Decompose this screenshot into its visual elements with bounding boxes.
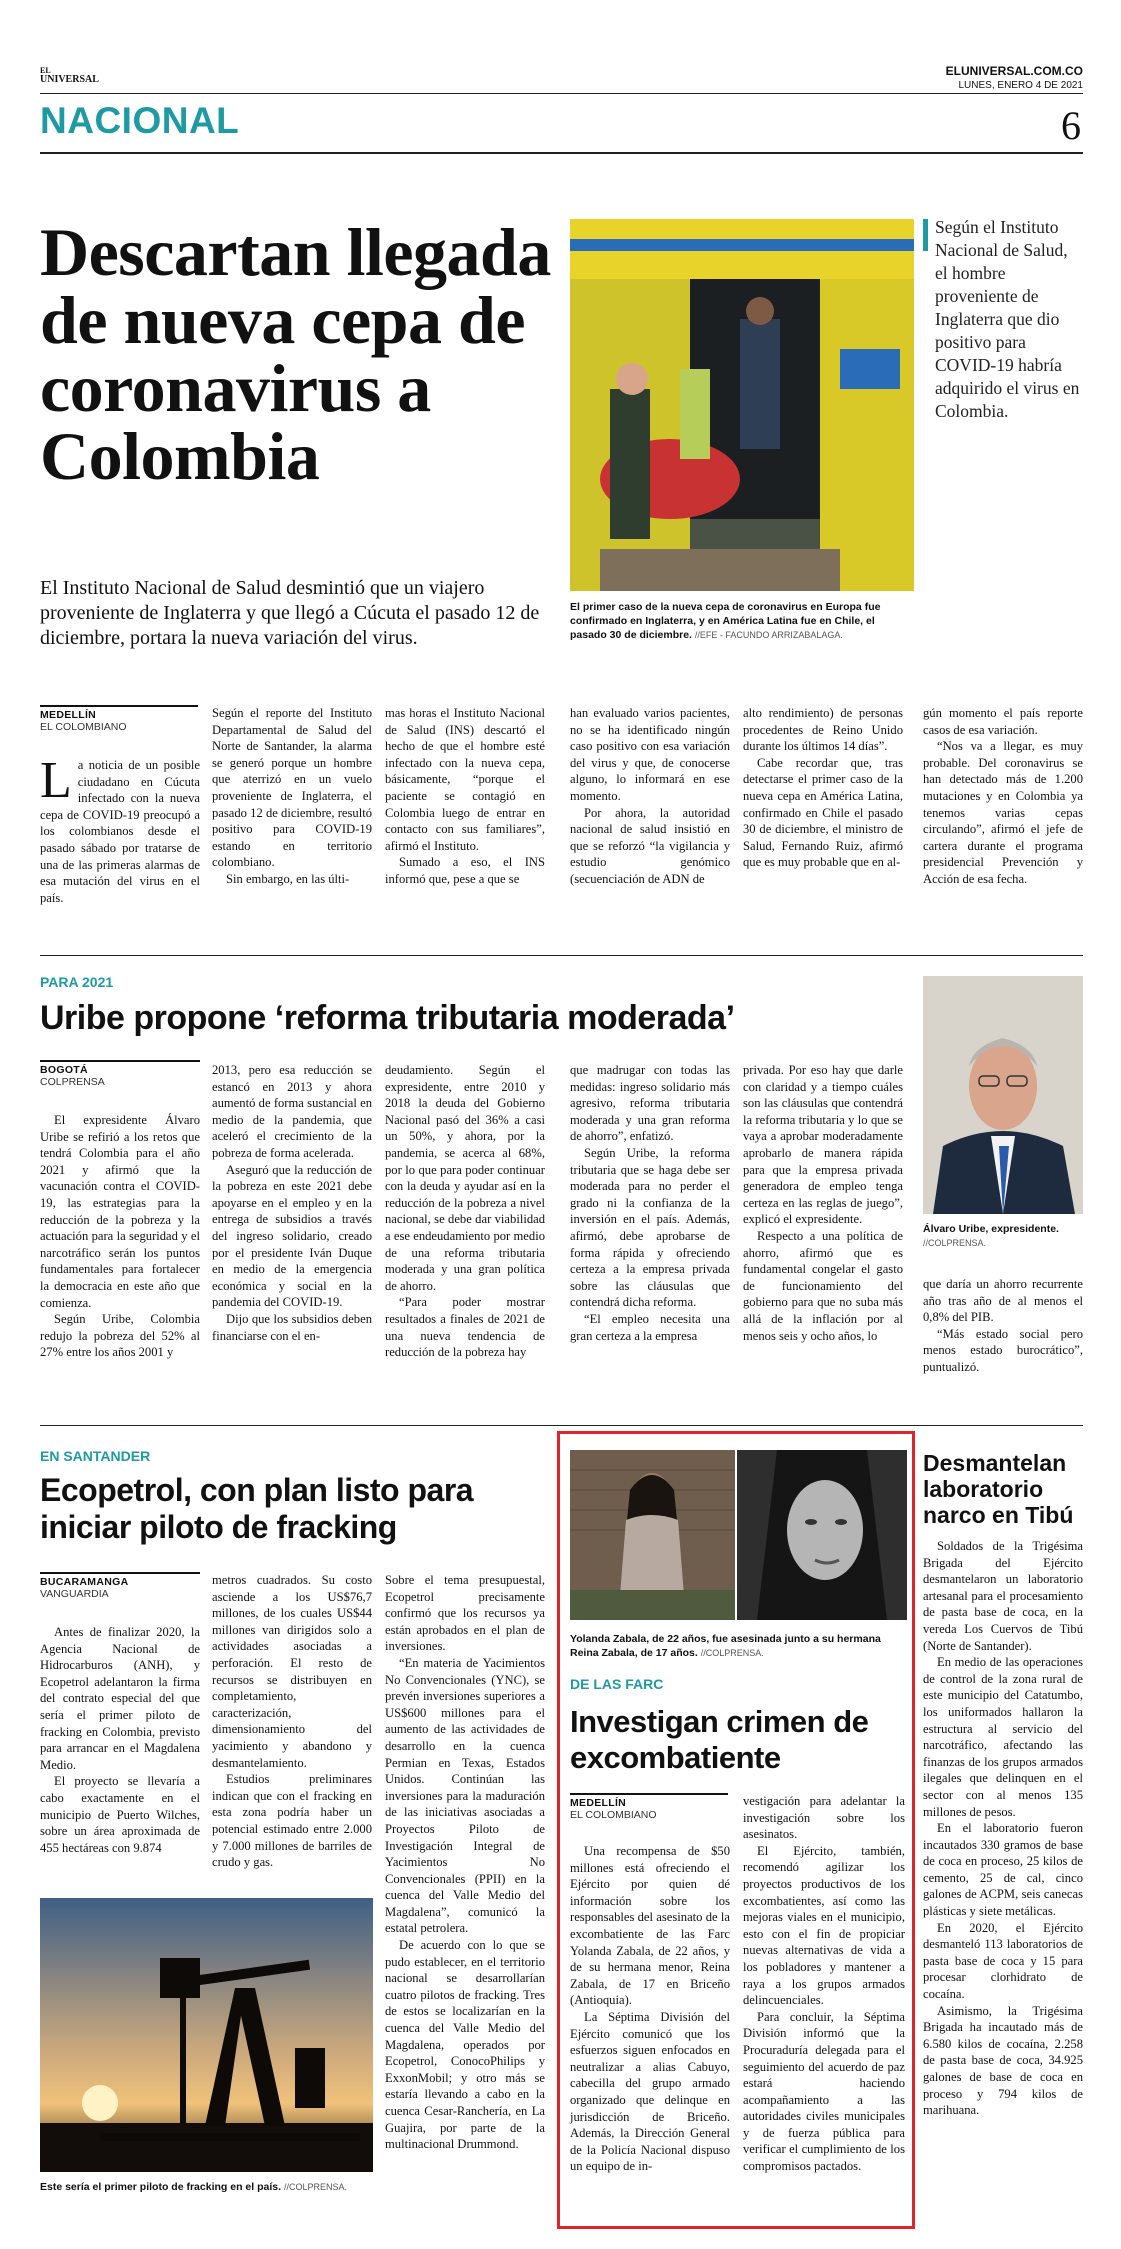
story2-paragraph: Respecto a una política de ahorro, afirmó que es fundamental congelar el gasto de funcionamiento del gobierno para que no suba más allá de la inflación por al menos seis y ocho años, lo <box>743 1228 903 1343</box>
story2-photo-caption <box>923 1222 1083 1250</box>
story1-column-6 <box>923 705 1083 888</box>
story4-photo-right <box>737 1450 907 1620</box>
page-number: 6 <box>1061 103 1081 148</box>
woman-photo-illustration <box>570 1450 735 1620</box>
logo-line1: EL <box>40 66 51 75</box>
story1-deck: El Instituto Nacional de Salud desmintió que un viajero proveniente de Inglaterra y que llegó a Cúcuta el pasado 12 de diciembre, portara la nueva variación del virus. <box>40 577 540 649</box>
story1-paragraph: han evaluado varios pacientes, no se ha identificado ningún caso positivo con esa variación del virus y que, de conocerse alguno, lo informará en ese momento. <box>570 706 730 803</box>
story2-paragraph: que madrugar con todas las medidas: ingreso solidario más agresivo, reforma tributaria moderada y una gran reforma de ahorro”, enfatizó. <box>570 1063 730 1144</box>
story3-column-1 <box>40 1624 200 1856</box>
story2-paragraph: Dijo que los subsidios deben financiarse con el en- <box>212 1311 372 1343</box>
story1-bottom-rule <box>40 955 1083 956</box>
story3-headline: Ecopetrol, con plan listo para iniciar piloto de fracking <box>40 1472 474 1545</box>
story2-byline-place: BOGOTÁ <box>40 1064 88 1076</box>
story5-headline: Desmantelan laboratorio narco en Tibú <box>923 1450 1074 1528</box>
story3-paragraph: “En materia de Yacimientos No Convencionales (YNC), se prevén inversiones superiores a US$600 millones para el aumento de las actividades de desarrollo en la cuenca Permian en Texas, Estados Unidos. Continúan las inversiones para la maduración de las iniciativas asociadas a Proyectos Piloto de Investigación Integral de Yacimientos No Convencionales (PPII) en la cuenca del Valle Medio del Magdalena”, comunicó la estatal petrolera. <box>385 1655 545 1936</box>
story2-paragraph: 2013, pero esa reducción se estancó en 2013 y ahora aumentó de forma sustancial en medio de la pandemia, que aceleró el crecimiento de la pobreza de forma acelerada. <box>212 1063 372 1160</box>
story4-paragraph: Para concluir, la Séptima División informó que la Procuraduría delegada para el seguimiento del acuerdo de paz estará haciendo acompañamiento a las autoridades civiles municipales y de fuerza pública para verificar el cumplimiento de los compromisos pactados. <box>743 2009 905 2174</box>
story1-paragraph: alto rendimiento) de personas procedentes de Reino Unido durante los últimos 14 días”. <box>743 706 903 754</box>
story4-caption-credit: //COLPRENSA. <box>700 1648 764 1658</box>
story1-caption-text: El primer caso de la nueva cepa de coronavirus en Europa fue confirmado en Inglaterra, y en América Latina fue en Chile, el pasado 30 de diciembre. <box>570 601 881 641</box>
story2-paragraph: que daría un ahorro recurrente año tras año de al menos el 0,8% del PIB. <box>923 1277 1083 1325</box>
story2-bottom-rule <box>40 1425 1083 1426</box>
story1-column-4 <box>570 705 730 888</box>
story4-byline <box>570 1793 728 1821</box>
story3-caption-credit: //COLPRENSA. <box>283 2182 347 2192</box>
story1-caption-credit: //EFE - FACUNDO ARRIZABALAGA. <box>694 630 843 640</box>
story1-photo <box>570 219 914 591</box>
story4-headline: Investigan crimen de excombatiente <box>570 1704 869 1775</box>
story4-paragraph: La Séptima División del Ejército comunicó que los esfuerzos siguen enfocados en neutralizar a alias Cabuyo, cabecilla del grupo armado organizado que delinque en jurisdicción de Briceño. Además, la Dirección General de la Policía Nacional dispuso un equipo de in- <box>570 2009 730 2174</box>
story2-byline <box>40 1060 200 1088</box>
story5-paragraph: En 2020, el Ejército desmanteló 113 laboratorios de pasta base de coca y 15 para procesar clorhidrato de cocaína. <box>923 1920 1083 2002</box>
story2-paragraph: Según Uribe, la reforma tributaria que se haga debe ser moderada para no perder el grado ni la confianza de la inversión en el país. Además, afirmó, debe aprobarse de forma rápida y ofreciendo certeza a la empresa privada sobre las cláusulas que contendrá dicha reforma. <box>570 1145 730 1310</box>
story1-byline-source: EL COLOMBIANO <box>40 721 127 733</box>
story2-headline: Uribe propone ‘reforma tributaria moderada’ <box>40 999 735 1037</box>
masthead-rule-bottom <box>40 152 1083 154</box>
story3-paragraph: El proyecto se llevaría a cabo exactamente en el municipio de Puerto Wilches, sobre un área aproximada de 455 hectáreas con 9.874 <box>40 1774 200 1855</box>
story3-column-3 <box>385 1572 545 2153</box>
story2-photo <box>923 976 1083 1214</box>
story3-byline-place: BUCARAMANGA <box>40 1576 129 1588</box>
story3-paragraph: Antes de finalizar 2020, la Agencia Nacional de Hidrocarburos (ANH), y Ecopetrol adelantaron la firma del contrato especial del que sería el primer piloto de fracking en Colombia, previsto para arrancar en el Magdalena Medio. <box>40 1625 200 1772</box>
story2-column-3 <box>385 1062 545 1361</box>
story1-byline-place: MEDELLÍN <box>40 709 97 721</box>
story1-col1-text: a noticia de un posible ciudadano en Cúcuta infectado con la nueva cepa de COVID-19 preocupó a los colombianos desde el pasado sábado por tratarse de una de las primeras alarmas de esa mutación del virus en el país. <box>40 758 200 905</box>
story2-byline-source: COLPRENSA <box>40 1076 105 1088</box>
story2-column-2 <box>212 1062 372 1344</box>
story1-paragraph: gún momento el país reporte casos de esa variación. <box>923 706 1083 737</box>
story3-paragraph: Estudios preliminares indican que con el fracking en esta zona podría haber un potencial estimado entre 2.000 y 7.000 millones de barriles de crudo y gas. <box>212 1772 372 1870</box>
newspaper-logo <box>40 66 99 84</box>
story1-column-1 <box>40 752 200 906</box>
story2-kicker: PARA 2021 <box>40 974 114 990</box>
story1-paragraph: Por ahora, la autoridad nacional de salud insistió en que se reforzó “la vigilancia y estudio genómico (secuenciación de ADN de <box>570 805 730 886</box>
story1-paragraph: Según el reporte del Instituto Departamental de Salud del Norte de Santander, la alarma se generó porque un hombre que aterrizó en un vuelo proveniente de Inglaterra, el pasado 12 de diciembre, resultó positivo para COVID-19 estando en territorio colombiano. <box>212 706 372 870</box>
story5-column <box>923 1538 1083 2119</box>
story2-paragraph: “El empleo necesita una gran certeza a la empresa <box>570 1311 730 1343</box>
oil-pump-illustration <box>40 1898 373 2172</box>
story1-column-2 <box>212 705 372 888</box>
story1-dropcap: L <box>40 752 72 809</box>
story5-paragraph: En medio de las operaciones de control de la zona rural de este municipio del Catatumbo, los uniformados hallaron la estructura al servicio del narcotráfico, afectando las finanzas de los grupos armados ilegales que delinquen en el sector con al menos 135 millones de pesos. <box>923 1655 1083 1819</box>
story3-kicker: EN SANTANDER <box>40 1448 151 1464</box>
story2-column-4 <box>570 1062 730 1344</box>
story1-pullquote-bar <box>923 219 928 251</box>
story2-paragraph: Aseguró que la reducción de la pobreza en este 2021 debe apoyarse en el empleo y en la entrega de subsidios a través del ingreso solidario, creado por el presidente Iván Duque en medio de la emergencia económica y social en la pandemia del COVID-19. <box>212 1162 372 1310</box>
story1-column-3 <box>385 705 545 888</box>
story2-column-1 <box>40 1112 200 1361</box>
story1-headline: Descartan llegada de nueva cepa de coronavirus a Colombia <box>40 214 551 494</box>
story1-pull-quote: Según el Instituto Nacional de Salud, el hombre proveniente de Inglaterra que dio positivo para COVID-19 habría adquirido el virus en Colombia. <box>935 217 1080 421</box>
ambulance-photo-illustration <box>570 219 914 591</box>
story1-paragraph: Sin embargo, en las últi- <box>226 871 350 886</box>
story3-byline <box>40 1572 200 1600</box>
site-url: ELUNIVERSAL.COM.CO <box>945 64 1083 78</box>
story2-paragraph: “Para poder mostrar resultados a finales de 2021 de una nueva tendencia de reducción de la pobreza hay <box>385 1295 545 1360</box>
masthead-rule-top <box>40 93 1083 94</box>
story3-byline-source: VANGUARDIA <box>40 1588 109 1600</box>
story2-paragraph: El expresidente Álvaro Uribe se refirió a los retos que tendrá Colombia para el año 2021 y afirmó que la vacunación contra el COVID-19, las estrategias para la reducción de la pobreza y la actuación para la seguridad y el narcotráfico serán los puntos fundamentales para fortalecer la democracia en este año que comienza. <box>40 1113 200 1310</box>
story4-photo-left <box>570 1450 735 1620</box>
story4-column-1 <box>570 1843 730 2175</box>
section-title: NACIONAL <box>40 100 240 141</box>
story2-paragraph: “Más estado social pero menos estado burocrático”, puntualizó. <box>923 1326 1083 1374</box>
portrait-photo-illustration <box>737 1450 907 1620</box>
story1-byline <box>40 705 198 733</box>
story2-paragraph: Según Uribe, Colombia redujo la pobreza del 52% al 27% entre los años 2001 y <box>40 1312 200 1360</box>
story1-photo-caption <box>570 600 914 642</box>
story3-caption-text: Este sería el primer piloto de fracking en el país. <box>40 2181 282 2193</box>
story2-column-5 <box>743 1062 903 1344</box>
story5-paragraph: Soldados de la Trigésima Brigada del Ejército desmantelaron un laboratorio artesanal para el procesamiento de pasta base de coca, en la vereda Los Cuervos de Tibú (Norte de Santander). <box>923 1539 1083 1653</box>
story3-paragraph: Sobre el tema presupuestal, Ecopetrol precisamente confirmó que los recursos ya están aprobados en el plan de inversiones. <box>385 1573 545 1654</box>
story1-paragraph: mas horas el Instituto Nacional de Salud (INS) descartó el hecho de que el hombre esté infectado con la nueva cepa, básicamente, “porque el paciente se contagió en Colombia luego de entrar en contacto con sus familiares”, afirmó el Instituto. <box>385 706 545 853</box>
story4-caption-text: Yolanda Zabala, de 22 años, fue asesinada junto a su hermana Reina Zabala, de 17 años. <box>570 1633 881 1659</box>
story4-column-2 <box>743 1793 905 2175</box>
story2-caption-credit: //COLPRENSA. <box>923 1238 987 1248</box>
story2-caption-text: Álvaro Uribe, expresidente. <box>923 1223 1059 1235</box>
story4-paragraph: El Ejército, también, recomendó agilizar los proyectos productivos de los excombatientes, así como las mejoras viales en el municipio, esto con el fin de propiciar nuevas alternativas de vida a los pobladores y mantener a raya a los grupos armados delincuenciales. <box>743 1843 905 2008</box>
story4-byline-place: MEDELLÍN <box>570 1797 627 1809</box>
logo-line2: UNIVERSAL <box>40 74 99 85</box>
edition-date: LUNES, ENERO 4 DE 2021 <box>958 80 1083 91</box>
story3-paragraph: De acuerdo con lo que se pudo establecer, en el territorio nacional se desarrollarían cuatro pilotos de fracking. Tres de estos se localizarían en la cuenca del Valle Medio del Magdalena, operados por Ecopetrol, ConocoPhilips y ExxonMobil; y otro más se estaría llevando a cabo en la cuenca Cesar-Ranchería, en La Guajira, por parte de la multinacional Drummond. <box>385 1938 545 2152</box>
portrait-illustration <box>923 976 1083 1214</box>
story2-paragraph: privada. Por eso hay que darle con claridad y a tiempo cuáles son las cláusulas que contendrá la reforma tributaria y lo que se vaya a aprobar moderadamente aprobarlo de manera rápida para que la empresa privada generadora de empleo tenga certeza en las reglas de juego”, explicó el expresidente. <box>743 1063 903 1227</box>
story1-column-5 <box>743 705 903 871</box>
story3-photo <box>40 1898 373 2172</box>
story4-paragraph: Una recompensa de $50 millones está ofreciendo el Ejército por quien dé información sobre los responsables del asesinato de la excombatiente de las Farc Yolanda Zabala, de 22 años, y de su hermana menor, Reina Zabala, de 17 en Briceño (Antioquia). <box>570 1844 730 2008</box>
story5-paragraph: Asimismo, la Trigésima Brigada ha incautado más de 6.580 kilos de cocaína, 2.258 de pasta base de coca, 34.925 galones de base de coca en proceso y 794 kilos de marihuana. <box>923 2003 1083 2118</box>
story2-paragraph: deudamiento. Según el expresidente, entre 2010 y 2018 la deuda del Gobierno Nacional pasó del 36% a casi un 50%, y ahora, por la pandemia, se acerca al 68%, por lo que para poder continuar con la deuda y ayudar así en la reducción de la pobreza a nivel nacional, se debe dar viabilidad a ese endeudamiento por medio de una reforma tributaria moderada y una gran política de ahorro. <box>385 1063 545 1293</box>
story4-photo-caption <box>570 1632 907 1660</box>
story4-byline-source: EL COLOMBIANO <box>570 1809 657 1821</box>
story3-paragraph: metros cuadrados. Su costo asciende a los US$76,7 millones, de los cuales US$44 millones van dirigidos solo a actividades asociadas a perforación. El resto de recursos se distribuyen en completamiento, caracterización, dimensionamiento del yacimiento y abandono y desmantelamiento. <box>212 1573 372 1770</box>
story5-paragraph: En el laboratorio fueron incautados 330 gramos de base de coca en proceso, 25 kilos de cemento, 25 de cal, cinco galones de ACPM, seis canecas plásticas y siete metálicas. <box>923 1821 1083 1919</box>
story1-paragraph: Sumado a eso, el INS informó que, pese a que se <box>385 855 545 886</box>
story1-paragraph: “Nos va a llegar, es muy probable. Del coronavirus se han detectado más de 1.200 mutaciones y en Colombia ya tenemos varias cepas circulando”, afirmó el jefe de cartera durante el programa presidencial Prevención y Acción de esa fecha. <box>923 739 1083 886</box>
story3-photo-caption <box>40 2180 375 2194</box>
story1-paragraph: Cabe recordar que, tras detectarse el primer caso de la nueva cepa en América Latina, confirmado en Chile el pasado 30 de diciembre, el ministro de Salud, Fernando Ruiz, afirmó que es muy probable que en al- <box>743 755 903 870</box>
story4-kicker: DE LAS FARC <box>570 1676 664 1692</box>
story4-paragraph: vestigación para adelantar la investigación sobre los asesinatos. <box>743 1794 905 1842</box>
story2-column-6 <box>923 1276 1083 1376</box>
story3-column-2 <box>212 1572 372 1871</box>
